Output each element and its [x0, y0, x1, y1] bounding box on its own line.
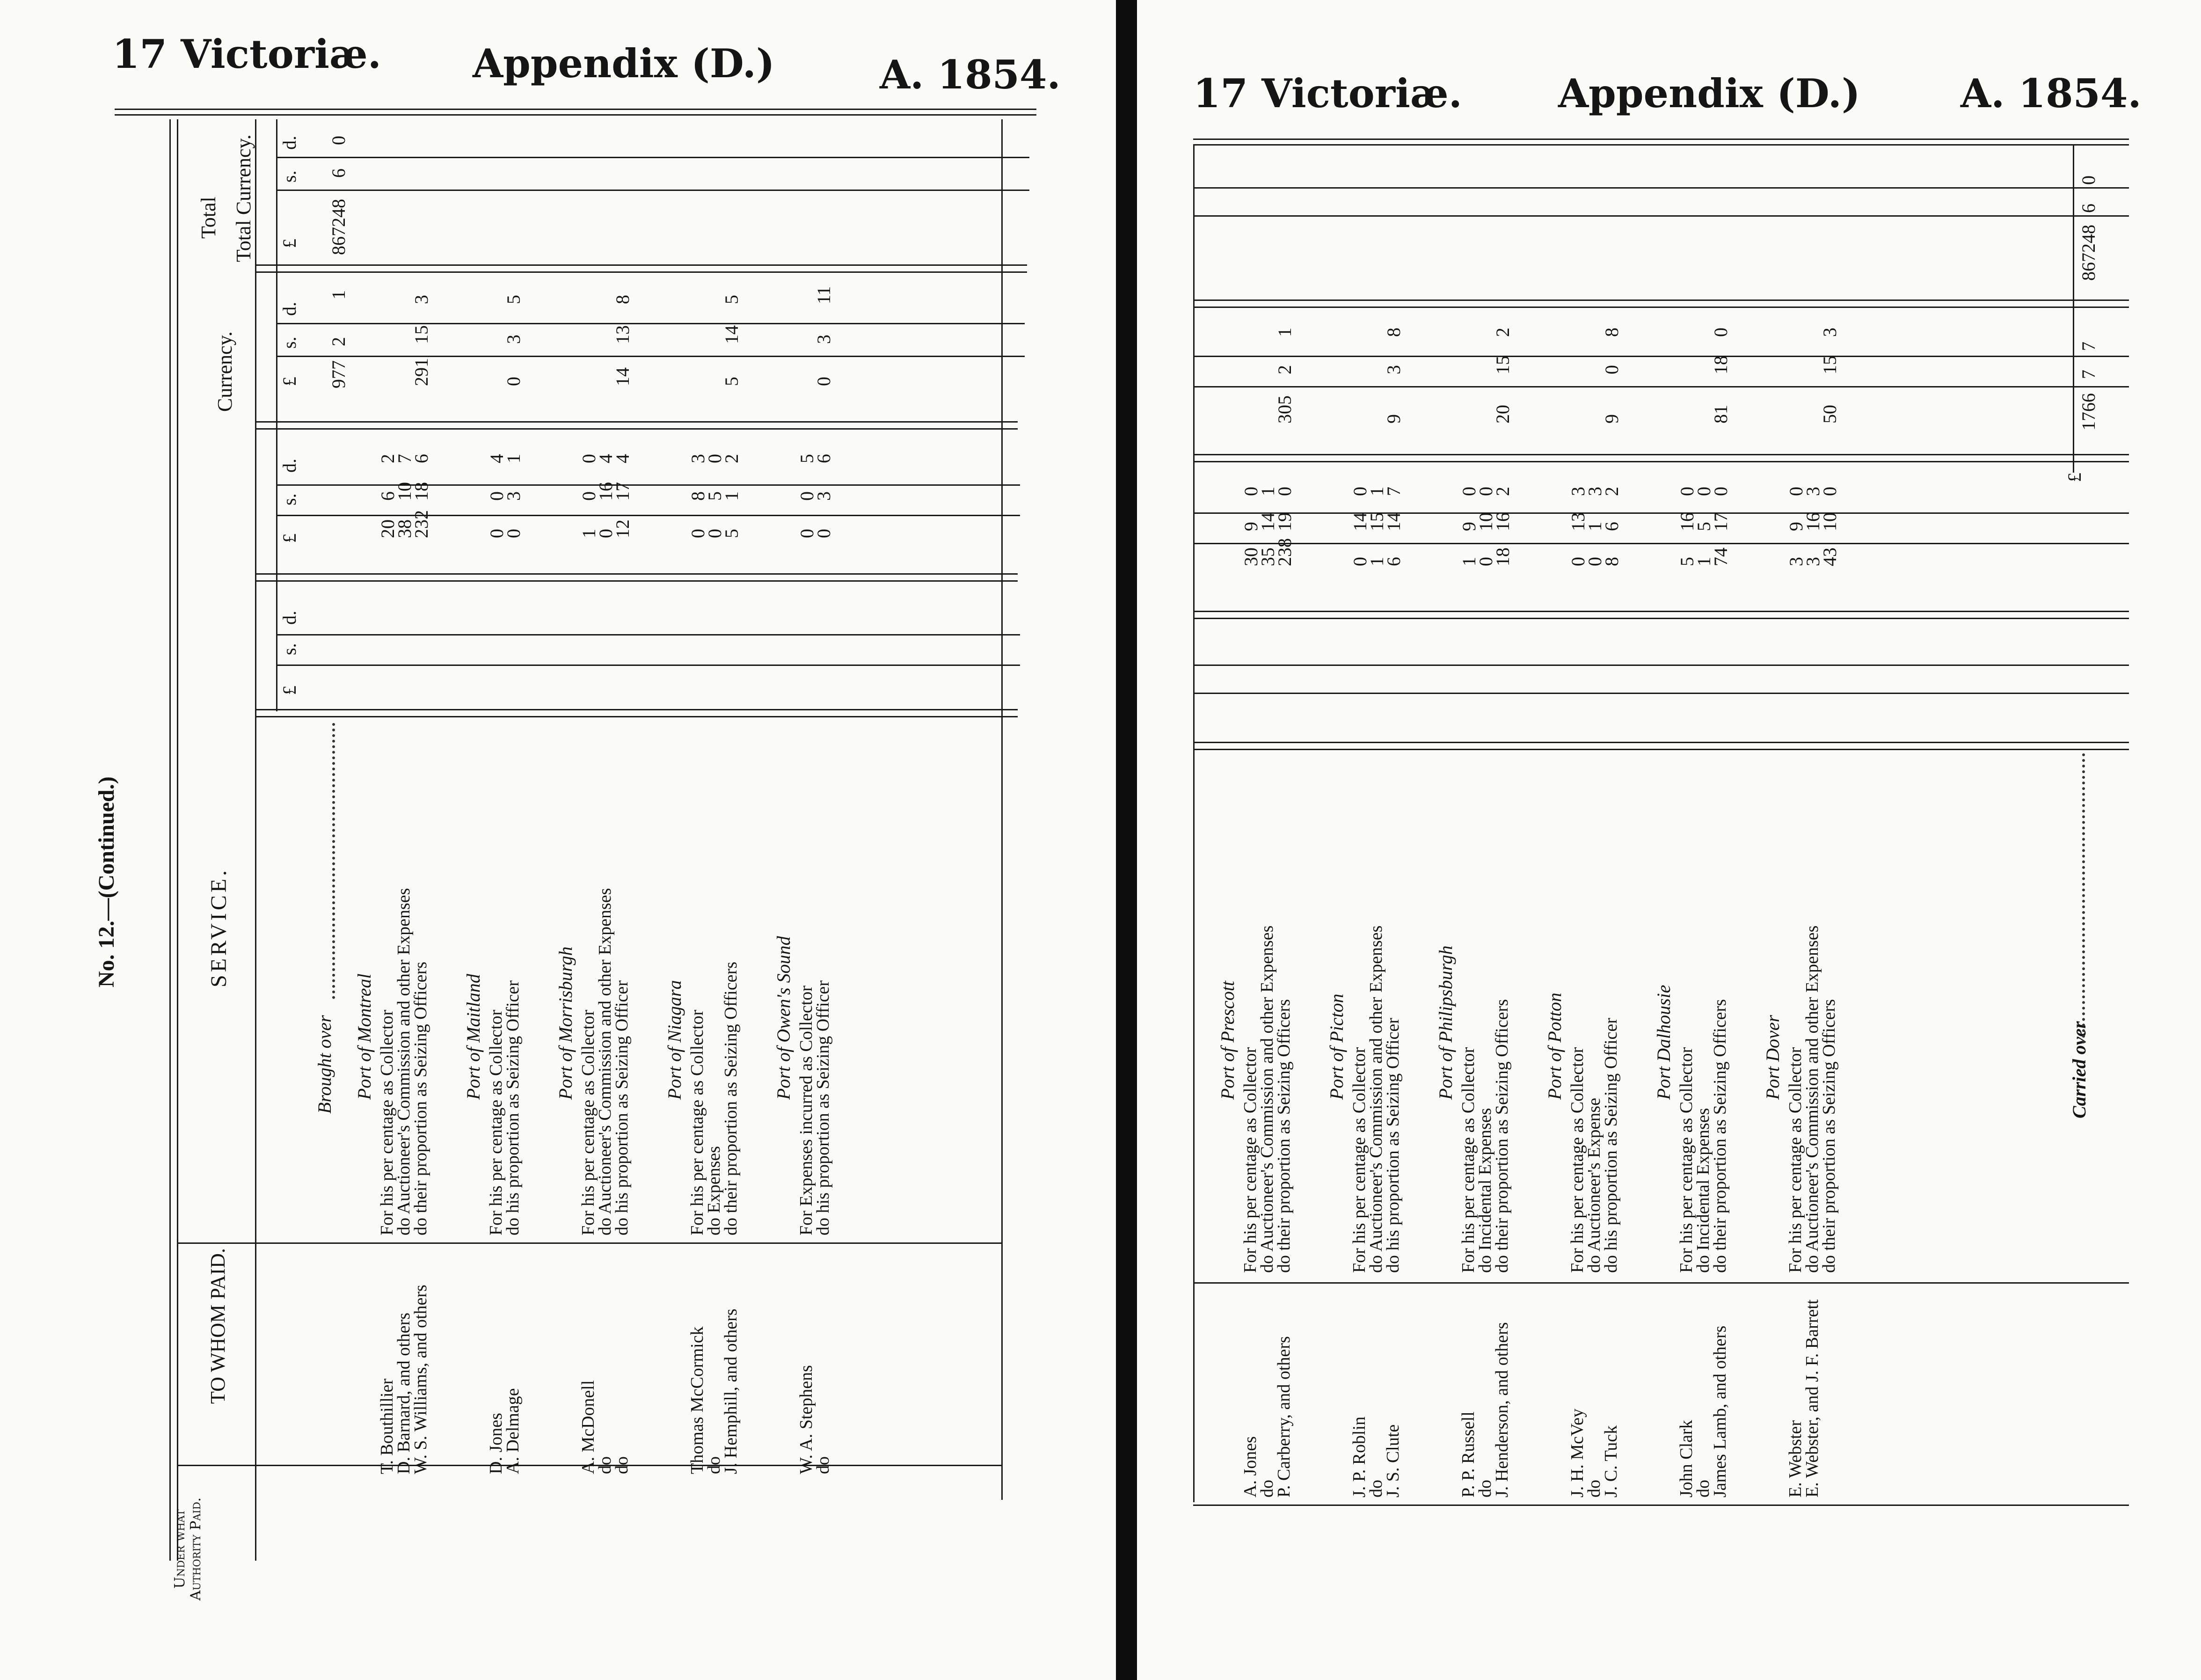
service-description: For his per centage as Collector: [1240, 1047, 1260, 1273]
payee-name: D. Jones: [486, 1413, 506, 1474]
carried-over-label: Carried over: [2069, 1021, 2090, 1118]
service-description: do their proportion as Seizing Officers: [1274, 999, 1294, 1273]
payee-name: do: [704, 1456, 724, 1474]
rule: [276, 634, 1020, 635]
amount-pence: 7: [394, 454, 415, 463]
rule: [255, 716, 1018, 717]
amount-shilling: 16: [1802, 512, 1823, 531]
subtotal-shilling: 14: [721, 325, 742, 344]
payee-name: do: [813, 1456, 833, 1474]
rule: [1193, 386, 2129, 387]
carried-over-total-pound: 867248: [2078, 225, 2099, 281]
rule: [276, 356, 1025, 357]
brought-over-total-pence: 0: [328, 136, 349, 145]
header-session: 17 Victoriæ.: [112, 31, 382, 77]
service-description: do his proportion as Seizing Officer: [612, 980, 632, 1235]
rule: [1193, 299, 2129, 301]
subtotal-pence: 3: [411, 295, 432, 304]
leader-dots: [2082, 753, 2085, 1044]
amount-pence: 7: [1383, 487, 1404, 496]
amount-pound: 3: [1802, 557, 1823, 566]
col-total-label: Total: [197, 197, 220, 239]
service-description: For his per centage as Collector: [1458, 1047, 1478, 1273]
brought-over-total-shilling: 6: [328, 168, 349, 178]
carried-over-pound: 1766: [2078, 393, 2099, 431]
amount-shilling: 9: [1458, 522, 1479, 531]
pound-sign: £: [279, 239, 300, 248]
subtotal-shilling: 3: [503, 335, 524, 344]
rule: [1193, 307, 2129, 308]
amount-pence: 3: [1584, 487, 1605, 496]
amount-shilling: 1: [1584, 522, 1605, 531]
subtotal-pound: 291: [411, 358, 432, 386]
rule: [1193, 187, 2129, 189]
service-description: do his proportion as Seizing Officer: [1383, 1018, 1403, 1273]
amount-shilling: 3: [813, 491, 834, 501]
amount-pence: 6: [813, 454, 834, 463]
subtotal-pound: 0: [813, 377, 834, 386]
port-heading: Port of Montreal: [354, 973, 375, 1100]
service-description: do Auctioneer's Expense: [1584, 1097, 1604, 1273]
payee-name: W. S. Williams, and others: [411, 1285, 430, 1474]
payee-name: do: [612, 1456, 632, 1474]
payee-name: John Clark: [1676, 1420, 1696, 1497]
service-description: For his per centage as Collector: [1676, 1047, 1696, 1273]
payee-name: Thomas McCormick: [687, 1326, 707, 1474]
rule: [1193, 543, 2129, 544]
amount-pence: 0: [1240, 487, 1261, 496]
service-description: For his per centage as Collector: [1349, 1047, 1369, 1273]
amount-shilling: 8: [687, 491, 708, 501]
amount-pound: 238: [1274, 538, 1295, 566]
subtotal-shilling: 2: [1274, 365, 1295, 374]
amount-shilling: 3: [503, 491, 524, 501]
payee-name: do: [1584, 1480, 1604, 1497]
amount-shilling: 1: [721, 491, 742, 501]
amount-pound: 0: [687, 529, 708, 538]
rule: [1193, 611, 2129, 612]
payee-name: A. McDonell: [578, 1380, 598, 1474]
subtotal-pence: 2: [1492, 328, 1513, 337]
amount-pound: 12: [612, 519, 633, 538]
payee-name: J. H. McVey: [1567, 1409, 1587, 1497]
amount-pence: 0: [1786, 487, 1807, 496]
amount-pound: 0: [1584, 557, 1605, 566]
rule: [276, 119, 277, 711]
pound-sign: £: [279, 377, 300, 386]
amount-pence: 4: [595, 454, 616, 463]
service-description: do their proportion as Seizing Officers: [721, 962, 741, 1235]
carried-over-total-shilling: 6: [2078, 204, 2099, 213]
amount-pound: 74: [1710, 548, 1731, 566]
amount-pound: 5: [1676, 557, 1698, 566]
amount-pence: 2: [1492, 487, 1513, 496]
service-description: do Auctioneer's Commission and other Expenses: [394, 888, 414, 1235]
amount-shilling: 0: [578, 491, 599, 501]
payee-name: P. Carberry, and others: [1274, 1336, 1294, 1497]
shilling-sign: s.: [279, 493, 300, 505]
amount-shilling: 6: [377, 491, 398, 501]
service-description: For his per centage as Collector: [1786, 1047, 1805, 1273]
amount-pound: 0: [486, 529, 507, 538]
amount-shilling: 9: [1786, 522, 1807, 531]
rule: [276, 157, 1029, 158]
service-description: do Expenses: [704, 1146, 724, 1235]
shilling-sign: s.: [279, 336, 300, 349]
rule: [1193, 749, 2129, 750]
rule: [255, 271, 1027, 273]
port-heading: Port Dover: [1762, 1015, 1783, 1100]
subtotal-pound: 305: [1274, 395, 1295, 424]
header-year: A. 1854.: [1960, 70, 2142, 117]
port-heading: Port of Maitland: [463, 974, 484, 1100]
amount-pound: 0: [595, 529, 616, 538]
rule: [276, 484, 1020, 486]
amount-pence: 0: [704, 454, 725, 463]
header-year: A. 1854.: [880, 51, 1061, 98]
subtotal-pence: 8: [612, 295, 633, 304]
amount-pound: 5: [721, 529, 742, 538]
brought-over-label: Brought over: [314, 1015, 335, 1114]
rule: [255, 573, 1018, 575]
amount-pound: 43: [1819, 548, 1840, 566]
amount-pence: 2: [1601, 487, 1622, 496]
port-heading: Port of Picton: [1326, 993, 1347, 1100]
subtotal-shilling: 0: [1601, 365, 1622, 374]
payee-name: J. S. Clute: [1383, 1424, 1403, 1497]
amount-pound: 0: [704, 529, 725, 538]
amount-pound: 3: [1786, 557, 1807, 566]
amount-pound: 35: [1257, 548, 1278, 566]
amount-shilling: 5: [704, 491, 725, 501]
pound-sign: £: [279, 533, 300, 543]
amount-pound: 0: [1567, 557, 1589, 566]
service-description: do his proportion as Seizing Officer: [503, 980, 523, 1235]
rule: [255, 421, 1018, 423]
amount-pence: 0: [1349, 487, 1370, 496]
subtotal-pence: 1: [1274, 328, 1295, 337]
subtotal-pound: 9: [1601, 414, 1622, 424]
port-heading: Port of Philipsburgh: [1435, 945, 1456, 1100]
col-service: SERVICE.: [206, 867, 231, 987]
col-total-currency: Total Currency.: [232, 134, 255, 262]
service-description: do Incidental Expenses: [1693, 1108, 1713, 1273]
rule: [276, 515, 1020, 516]
service-description: do Auctioneer's Commission and other Expenses: [1257, 925, 1277, 1273]
subtotal-pound: 0: [503, 377, 524, 386]
amount-pound: 1: [578, 529, 599, 538]
amount-shilling: 10: [1475, 512, 1496, 531]
rule: [255, 119, 256, 1561]
amount-shilling: 14: [1349, 512, 1370, 531]
rule: [1193, 512, 2129, 514]
rule: [1193, 1282, 2129, 1284]
service-description: For his per centage as Collector: [377, 1009, 397, 1235]
amount-pound: 38: [394, 519, 415, 538]
pence-sign: d.: [279, 302, 300, 316]
rule: [1193, 139, 2129, 140]
service-description: do Auctioneer's Commission and other Expenses: [595, 888, 615, 1235]
book-binding: [1116, 0, 1137, 1680]
amount-pence: 1: [503, 454, 524, 463]
amount-shilling: 17: [612, 482, 633, 501]
amount-pence: 0: [1676, 487, 1698, 496]
amount-pence: 1: [1257, 487, 1278, 496]
subtotal-pound: 14: [612, 367, 633, 386]
carried-over-total-pence: 0: [2078, 175, 2099, 185]
col-currency: Currency.: [213, 331, 236, 412]
rule: [1001, 119, 1003, 1500]
payee-name: W. A. Stephens: [796, 1365, 816, 1474]
rule: [1193, 742, 2129, 743]
port-heading: Port of Prescott: [1217, 980, 1238, 1100]
shilling-sign: s.: [279, 170, 300, 183]
rule: [177, 1242, 1001, 1244]
carried-over-shilling: 7: [2078, 370, 2099, 379]
payee-name: T. Bouthillier: [377, 1378, 397, 1474]
payee-name: do: [1693, 1480, 1713, 1497]
rule: [255, 264, 1027, 266]
rule: [169, 119, 171, 1561]
service-description: For his per centage as Collector: [1567, 1047, 1587, 1273]
amount-shilling: 13: [1567, 512, 1589, 531]
rule: [177, 119, 178, 1561]
amount-pound: 30: [1240, 548, 1261, 566]
amount-pence: 0: [1693, 487, 1714, 496]
amount-shilling: 19: [1274, 512, 1295, 531]
payee-name: P. P. Russell: [1458, 1411, 1478, 1497]
shilling-sign: s.: [279, 643, 300, 655]
rule: [276, 190, 1029, 191]
subtotal-shilling: 3: [1383, 365, 1404, 374]
rule: [1193, 1505, 2129, 1506]
service-description: do Incidental Expenses: [1475, 1108, 1495, 1273]
port-heading: Port of Morrisburgh: [555, 946, 576, 1100]
rule: [1193, 215, 2129, 217]
pence-sign: d.: [279, 611, 300, 625]
amount-pence: 0: [1710, 487, 1731, 496]
payee-name: do: [1366, 1480, 1386, 1497]
amount-pound: 1: [1366, 557, 1387, 566]
rule: [255, 428, 1018, 430]
amount-shilling: 10: [394, 482, 415, 501]
amount-pound: 1: [1458, 557, 1479, 566]
rule: [115, 114, 1036, 116]
amount-pound: 0: [1349, 557, 1370, 566]
rule: [1193, 356, 2129, 357]
subtotal-pound: 81: [1710, 405, 1731, 424]
leader-dots: [332, 723, 335, 999]
amount-pence: 0: [1819, 487, 1840, 496]
rule: [1193, 461, 2129, 462]
amount-pence: 4: [486, 454, 507, 463]
payee-name: J. C. Tuck: [1601, 1425, 1621, 1497]
amount-shilling: 5: [1693, 522, 1714, 531]
col-authority: Under what Authority Paid.: [172, 1497, 204, 1601]
amount-shilling: 10: [1819, 512, 1840, 531]
rule: [255, 709, 1018, 710]
service-description: For his per centage as Collector: [486, 1009, 506, 1235]
header-appendix: Appendix (D.): [1558, 70, 1860, 117]
service-description: do their proportion as Seizing Officers: [411, 962, 430, 1235]
subtotal-shilling: 3: [813, 335, 834, 344]
payee-name: J. Henderson, and others: [1492, 1322, 1512, 1497]
subtotal-pence: 5: [721, 295, 742, 304]
service-description: do his proportion as Seizing Officer: [1601, 1018, 1621, 1273]
pound-sign: £: [279, 686, 300, 695]
amount-pound: 6: [1383, 557, 1404, 566]
payee-name: E. Webster: [1786, 1420, 1805, 1497]
rule: [276, 323, 1025, 324]
service-description: For Expenses incurred as Collector: [796, 986, 816, 1235]
rule: [1193, 145, 1195, 1502]
rule: [115, 109, 1036, 110]
amount-pound: 0: [813, 529, 834, 538]
payee-name: J. Hemphill, and others: [721, 1308, 741, 1474]
amount-pound: 20: [377, 519, 398, 538]
amount-pence: 2: [721, 454, 742, 463]
amount-shilling: 17: [1710, 512, 1731, 531]
amount-pence: 6: [411, 454, 432, 463]
subtotal-pence: 0: [1710, 328, 1731, 337]
service-description: do Auctioneer's Commission and other Expenses: [1366, 925, 1386, 1273]
service-description: For his per centage as Collector: [578, 1009, 598, 1235]
subtotal-pound: 9: [1383, 414, 1404, 424]
amount-shilling: 14: [1383, 512, 1404, 531]
amount-shilling: 16: [1676, 512, 1698, 531]
amount-pence: 3: [1567, 487, 1589, 496]
amount-pound: 0: [1475, 557, 1496, 566]
amount-shilling: 18: [411, 482, 432, 501]
rule: [2073, 145, 2074, 473]
subtotal-pound: 20: [1492, 405, 1513, 424]
amount-shilling: 15: [1366, 512, 1387, 531]
rule: [1193, 665, 2129, 666]
brought-over-pound: 977: [328, 360, 349, 388]
brought-over-shilling: 2: [328, 337, 349, 346]
amount-shilling: 9: [1240, 522, 1261, 531]
port-heading: Port of Potton: [1544, 993, 1565, 1100]
payee-name: do: [1475, 1480, 1495, 1497]
rule: [1193, 693, 2129, 694]
pence-sign: d.: [279, 459, 300, 473]
service-description: do his proportion as Seizing Officer: [813, 980, 833, 1235]
pence-sign: d.: [279, 136, 300, 150]
brought-over-pence: 1: [328, 290, 349, 299]
port-heading: Port of Owen's Sound: [773, 936, 794, 1100]
subtotal-pound: 50: [1819, 405, 1840, 424]
subtotal-shilling: 15: [1492, 356, 1513, 374]
service-description: do their proportion as Seizing Officers: [1710, 999, 1730, 1273]
service-description: For his per centage as Collector: [687, 1009, 707, 1235]
rule: [276, 665, 1020, 666]
subtotal-pence: 8: [1601, 328, 1622, 337]
rule: [1193, 618, 2129, 619]
service-description: do their proportion as Seizing Officers: [1819, 999, 1839, 1273]
rule: [255, 580, 1018, 582]
amount-pound: 0: [503, 529, 524, 538]
subtotal-pence: 8: [1383, 328, 1404, 337]
amount-pence: 3: [687, 454, 708, 463]
subtotal-shilling: 15: [411, 325, 432, 344]
carried-over-pound-sign: £: [2064, 473, 2085, 482]
right-page: [1137, 0, 2201, 1680]
subtotal-shilling: 13: [612, 325, 633, 344]
amount-pound: 232: [411, 510, 432, 538]
port-heading: Port of Niagara: [664, 980, 685, 1100]
subtotal-pence: 5: [503, 295, 524, 304]
carried-over-pence: 7: [2078, 342, 2099, 351]
payee-name: D. Barnard, and others: [394, 1312, 414, 1474]
subtotal-pence: 3: [1819, 328, 1840, 337]
payee-name: James Lamb, and others: [1710, 1325, 1730, 1497]
amount-pound: 8: [1601, 557, 1622, 566]
payee-name: J. P. Roblin: [1349, 1416, 1369, 1497]
subtotal-shilling: 15: [1819, 356, 1840, 374]
amount-pence: 1: [1366, 487, 1387, 496]
amount-pound: 0: [796, 529, 817, 538]
amount-pence: 0: [1475, 487, 1496, 496]
amount-shilling: 16: [595, 482, 616, 501]
amount-pence: 5: [796, 454, 817, 463]
header-appendix: Appendix (D.): [473, 40, 775, 87]
subtotal-shilling: 18: [1710, 356, 1731, 374]
col-to-whom: TO WHOM PAID.: [206, 1248, 229, 1404]
payee-name: do: [1257, 1480, 1277, 1497]
amount-pence: 0: [1274, 487, 1295, 496]
amount-shilling: 6: [1601, 522, 1622, 531]
amount-shilling: 0: [796, 491, 817, 501]
header-session: 17 Victoriæ.: [1193, 70, 1463, 117]
table-title: No. 12.—(Continued.): [94, 776, 119, 987]
amount-pence: 0: [1458, 487, 1479, 496]
service-description: do their proportion as Seizing Officers: [1492, 999, 1512, 1273]
port-heading: Port Dalhousie: [1653, 985, 1674, 1100]
subtotal-pence: 11: [813, 286, 834, 304]
amount-shilling: 14: [1257, 512, 1278, 531]
payee-name: do: [595, 1456, 615, 1474]
rule: [1193, 454, 2129, 455]
amount-pence: 3: [1802, 487, 1823, 496]
service-description: do Auctioneer's Commission and other Expenses: [1802, 925, 1822, 1273]
amount-pence: 0: [578, 454, 599, 463]
amount-pound: 18: [1492, 548, 1513, 566]
amount-pound: 1: [1693, 557, 1714, 566]
payee-name: E. Webster, and J. F. Barrett: [1802, 1299, 1822, 1497]
rule: [1193, 144, 2129, 146]
amount-shilling: 16: [1492, 512, 1513, 531]
subtotal-pound: 5: [721, 377, 742, 386]
amount-shilling: 0: [486, 491, 507, 501]
amount-pence: 4: [612, 454, 633, 463]
payee-name: A. Jones: [1240, 1436, 1260, 1497]
amount-pence: 2: [377, 454, 398, 463]
payee-name: A. Delmage: [503, 1388, 523, 1474]
brought-over-total-pound: 867248: [328, 199, 349, 255]
